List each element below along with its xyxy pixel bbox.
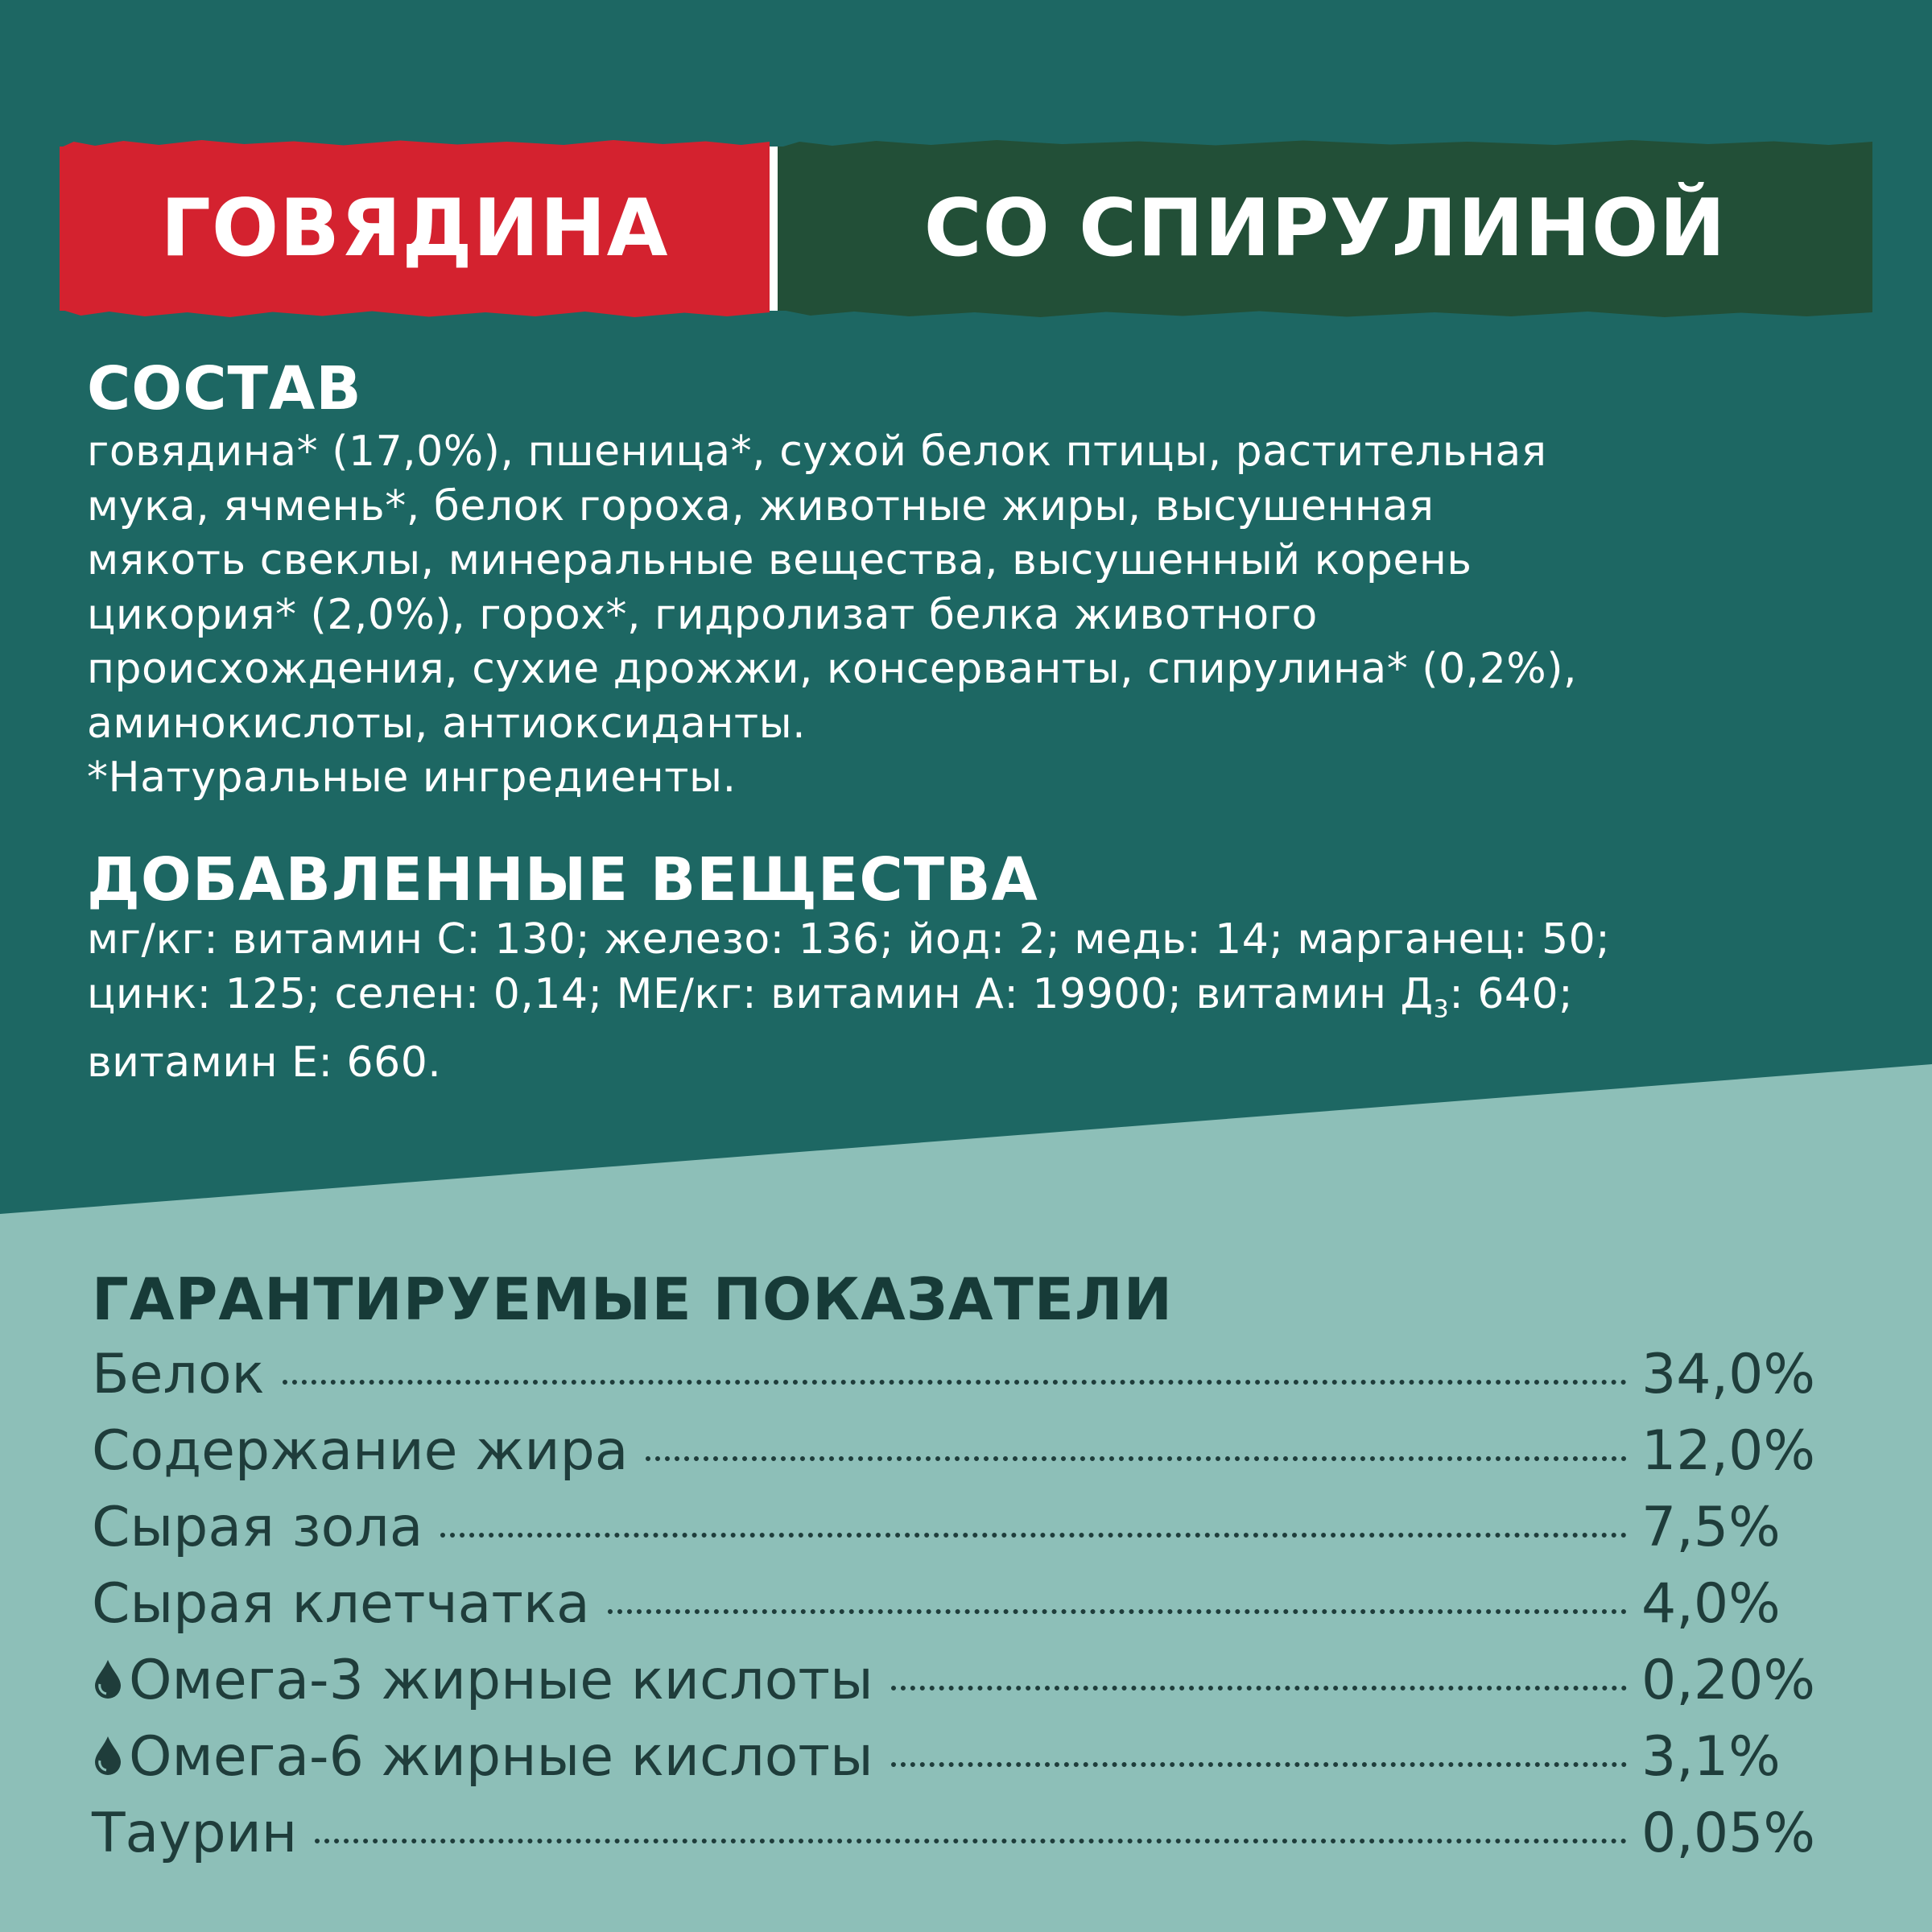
row-label-wrap: [92, 1419, 628, 1483]
banner-beef-label: ГОВЯДИНА: [160, 183, 669, 275]
row-label-wrap: [92, 1496, 423, 1559]
dot-leader: [608, 1609, 1627, 1614]
row-label: Сырая клетчатка: [92, 1572, 590, 1636]
dot-leader: [315, 1839, 1627, 1843]
table-row: [92, 1802, 1831, 1878]
table-row: [92, 1419, 1831, 1496]
additives-line: витамин Е: 660.: [87, 1038, 442, 1088]
row-label-wrap: [92, 1343, 265, 1406]
composition-title: СОСТАВ: [87, 354, 362, 423]
row-label: Омега-6 жирные кислоты: [129, 1725, 873, 1789]
additives-text: [87, 913, 1898, 1091]
subscript: 3: [1433, 994, 1450, 1023]
composition-line: аминокислоты, антиоксиданты.: [87, 699, 807, 748]
banner-spirulina: [778, 147, 1872, 311]
composition-line: говядина* (17,0%), пшеница*, сухой белок птицы, растительная: [87, 427, 1547, 476]
row-value: 7,5%: [1641, 1496, 1781, 1559]
additives-line: мг/кг: витамин С: 130; железо: 136; йод: 2; медь: 14; марганец: 50;: [87, 915, 1611, 964]
composition-line: происхождения, сухие дрожжи, консерванты, спирулина* (0,2%),: [87, 645, 1578, 693]
dot-leader: [646, 1456, 1627, 1461]
row-label-wrap: [92, 1725, 873, 1789]
row-label: Содержание жира: [92, 1419, 629, 1483]
row-label-wrap: [92, 1572, 590, 1636]
row-label-wrap: [92, 1649, 873, 1712]
additives-line-part: цинк: 125; селен: 0,14; МЕ/кг: витамин А: 19900; витамин Д: [87, 969, 1434, 1018]
banner-spirulina-label: СО СПИРУЛИНОЙ: [923, 183, 1727, 275]
additives-line-part: : 640;: [1449, 969, 1574, 1018]
additives-line: [87, 968, 1898, 1037]
composition-line: мука, ячмень*, белок гороха, животные жиры, высушенная: [87, 481, 1435, 530]
composition-footnote: *Натуральные ингредиенты.: [87, 753, 737, 802]
table-row: [92, 1649, 1831, 1725]
row-value: 0,05%: [1641, 1802, 1816, 1865]
dot-leader: [891, 1762, 1627, 1767]
row-value: 0,20%: [1641, 1649, 1816, 1712]
composition-text: [87, 425, 1898, 806]
dot-leader: [891, 1686, 1627, 1690]
row-label: Таурин: [92, 1802, 298, 1865]
composition-line: мякоть свеклы, минеральные вещества, высушенный корень: [87, 536, 1472, 584]
composition-line: цикория* (2,0%), горох*, гидролизат белка животного: [87, 590, 1318, 639]
row-label-wrap: [92, 1802, 297, 1865]
banner-divider: [770, 147, 778, 311]
row-label: Сырая зола: [92, 1496, 423, 1559]
additives-title: ДОБАВЛЕННЫЕ ВЕЩЕСТВА: [87, 845, 1038, 914]
table-row: [92, 1725, 1831, 1802]
banner-beef: [60, 147, 770, 311]
dot-leader: [283, 1380, 1627, 1385]
row-value: 4,0%: [1641, 1572, 1781, 1636]
guaranteed-table: [92, 1343, 1831, 1878]
drop-icon: [92, 1735, 124, 1775]
drop-icon: [92, 1658, 124, 1699]
dot-leader: [440, 1533, 1627, 1538]
table-row: [92, 1572, 1831, 1649]
guaranteed-title: ГАРАНТИРУЕМЫЕ ПОКАЗАТЕЛИ: [92, 1265, 1173, 1333]
table-row: [92, 1343, 1831, 1419]
table-row: [92, 1496, 1831, 1572]
row-value: 34,0%: [1641, 1343, 1816, 1406]
row-value: 12,0%: [1641, 1419, 1816, 1483]
row-label: Омега-3 жирные кислоты: [129, 1649, 873, 1712]
row-label: Белок: [92, 1343, 265, 1406]
row-value: 3,1%: [1641, 1725, 1781, 1789]
